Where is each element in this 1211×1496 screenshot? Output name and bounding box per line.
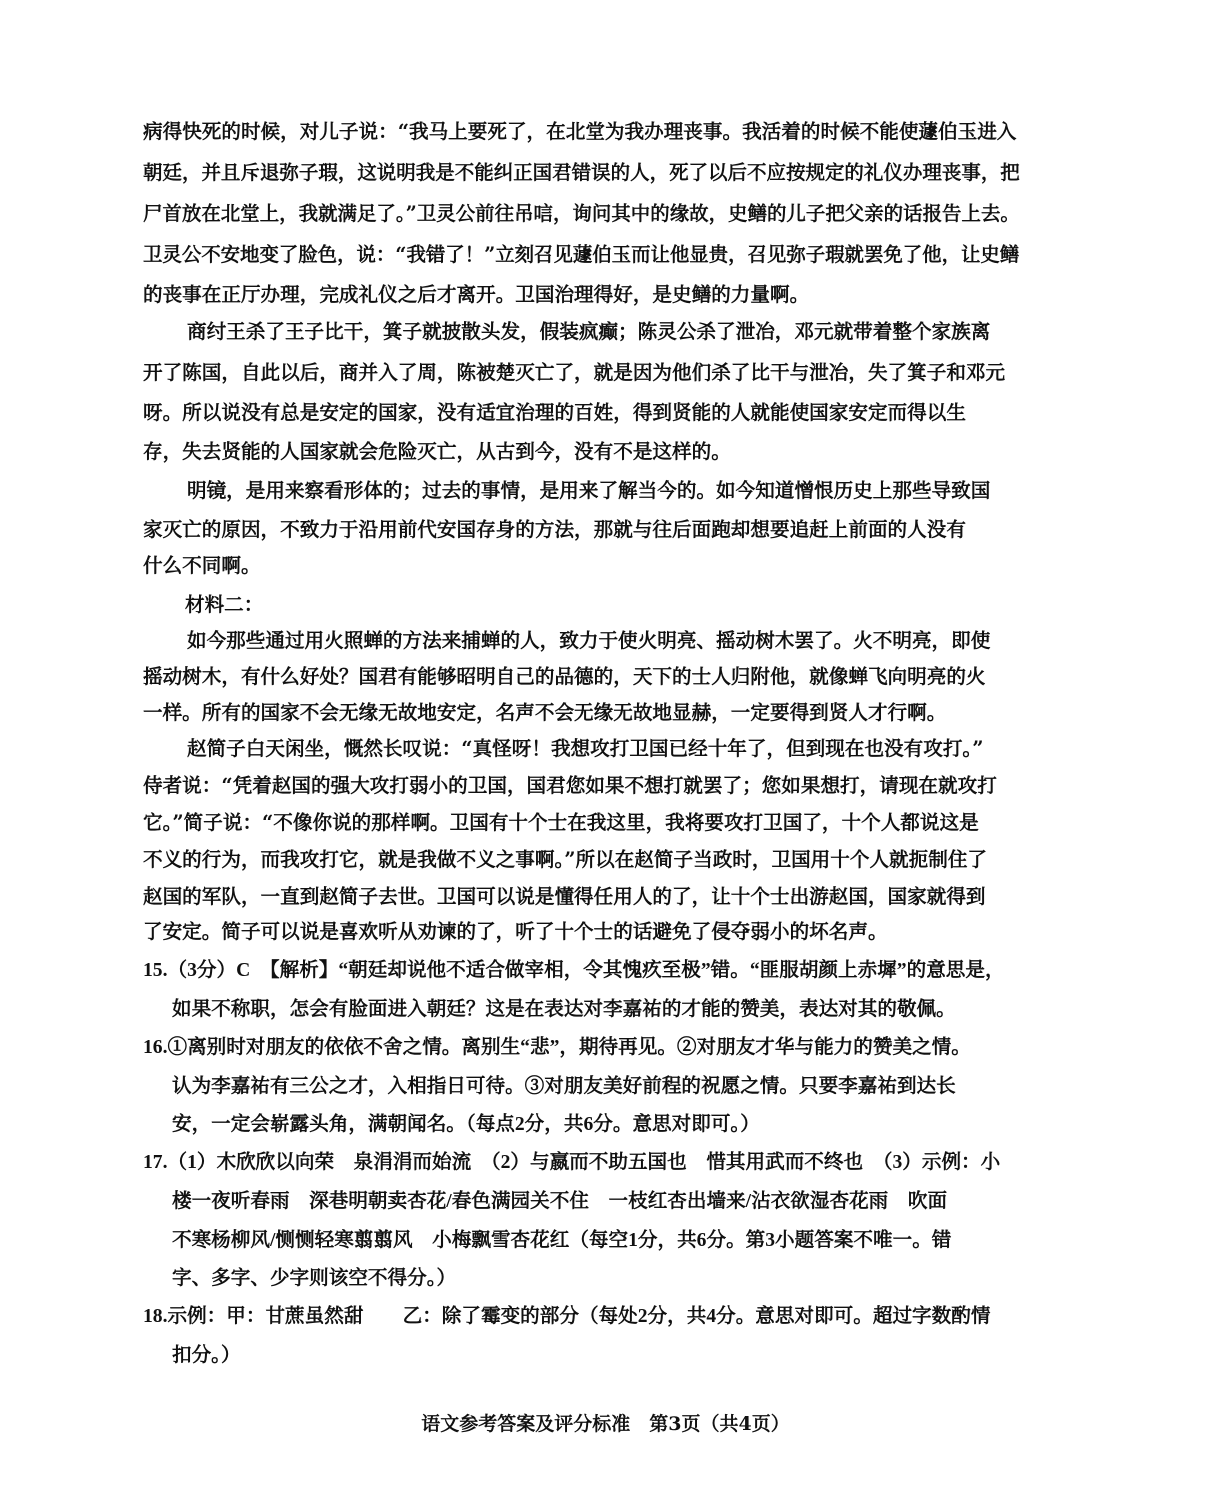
text-line: 什么不同啊。 [143,554,261,577]
answer-line: 安，一定会崭露头角，满朝闻名。（每点2分，共6分。意思对即可。） [172,1114,760,1135]
answer-line: 18.示例：甲：甘蔗虽然甜 乙：除了霉变的部分（每处2分，共4分。意思对即可。超过字数酌情 [143,1306,991,1327]
text-line: 呀。所以说没有总是安定的国家，没有适宜治理的百姓，得到贤能的人就能使国家安定而得以生 [143,401,966,424]
text-line: 了安定。简子可以说是喜欢听从劝谏的了，听了十个士的话避免了侵夺弱小的坏名声。 [143,920,888,943]
answer-line: 扣分。） [172,1345,241,1366]
text-line: 存，失去贤能的人国家就会危险灭亡，从古到今，没有不是这样的。 [143,440,731,463]
text-line: 病得快死的时候，对儿子说：“我马上要死了，在北堂为我办理丧事。我活着的时候不能使蘧伯玉进入 [143,120,1017,143]
answer-line: 认为李嘉祐有三公之才，入相指日可待。③对朋友美好前程的祝愿之情。只要李嘉祐到达长 [172,1076,956,1097]
answer-line: 17.（1）木欣欣以向荣 泉涓涓而始流 （2）与嬴而不助五国也 惜其用武而不终也 （3）示例：小 [143,1152,1001,1173]
text-line: 商纣王杀了王子比干，箕子就披散头发，假装疯癫；陈灵公杀了泄冶，邓元就带着整个家族离 [187,320,991,343]
text-line: 赵简子白天闲坐，慨然长叹说：“真怪呀！我想攻打卫国已经十年了，但到现在也没有攻打。” [187,737,984,760]
answer-line: 16.①离别时对朋友的依依不舍之情。离别生“悲”，期待再见。②对朋友才华与能力的赞美之情。 [143,1037,971,1058]
text-line: 如今那些通过用火照蝉的方法来捕蝉的人，致力于使火明亮、摇动树木罢了。火不明亮，即使 [187,629,991,652]
text-line: 它。”简子说：“不像你说的那样啊。卫国有十个士在我这里，我将要攻打卫国了，十个人都说这是 [143,811,979,834]
text-line: 明镜，是用来察看形体的；过去的事情，是用来了解当今的。如今知道憎恨历史上那些导致国 [187,479,991,502]
answer-line: 如果不称职，怎会有脸面进入朝廷？这是在表达对李嘉祐的才能的赞美，表达对其的敬佩。 [172,999,956,1020]
text-line: 开了陈国，自此以后，商并入了周，陈被楚灭亡了，就是因为他们杀了比干与泄冶，失了箕子和邓元 [143,361,1006,384]
answer-line: 不寒杨柳风/恻恻轻寒翦翦风 小梅飘雪杏花红（每空1分，共6分。第3小题答案不唯一。错 [172,1230,952,1251]
answer-line: 字、多字、少字则该空不得分。） [172,1268,457,1289]
text-line: 卫灵公不安地变了脸色，说：“我错了！”立刻召见蘧伯玉而让他显贵，召见弥子瑕就罢免了他，让史鳝 [143,243,1020,266]
answer-line: 楼一夜听春雨 深巷明朝卖杏花/春色满园关不住 一枝红杏出墙来/沾衣欲湿杏花雨 吹面 [172,1191,948,1212]
text-line: 侍者说：“凭着赵国的强大攻打弱小的卫国，国君您如果不想打就罢了；您如果想打，请现在就攻打 [143,774,997,797]
text-line: 朝廷，并且斥退弥子瑕，这说明我是不能纠正国君错误的人，死了以后不应按规定的礼仪办理丧事，把 [143,161,1020,184]
page-footer: 语文参考答案及评分标准 第3页（共4页） [421,1413,790,1435]
text-line: 的丧事在正厅办理，完成礼仪之后才离开。卫国治理得好，是史鳝的力量啊。 [143,283,810,306]
text-line: 家灭亡的原因，不致力于沿用前代安国存身的方法，那就与往后面跑却想要追赶上前面的人没有 [143,518,966,541]
text-line: 摇动树木，有什么好处？国君有能够昭明自己的品德的，天下的士人归附他，就像蝉飞向明亮的火 [143,665,986,688]
answer-line: 15.（3分）C 【解析】“朝廷却说他不适合做宰相，令其愧疚至极”错。“匪服胡颜上赤墀”的意思是， [143,960,1005,981]
text-line: 赵国的军队，一直到赵简子去世。卫国可以说是懂得任用人的了，让十个士出游赵国，国家就得到 [143,885,986,908]
section-heading: 材料二： [185,593,264,616]
text-line: 一样。所有的国家不会无缘无故地安定，名声不会无缘无故地显赫，一定要得到贤人才行啊。 [143,701,947,724]
text-line: 尸首放在北堂上，我就满足了。”卫灵公前往吊唁，询问其中的缘故，史鳝的儿子把父亲的话报告上去。 [143,202,1020,225]
text-line: 不义的行为，而我攻打它，就是我做不义之事啊。”所以在赵简子当政时，卫国用十个人就扼制住了 [143,848,988,871]
